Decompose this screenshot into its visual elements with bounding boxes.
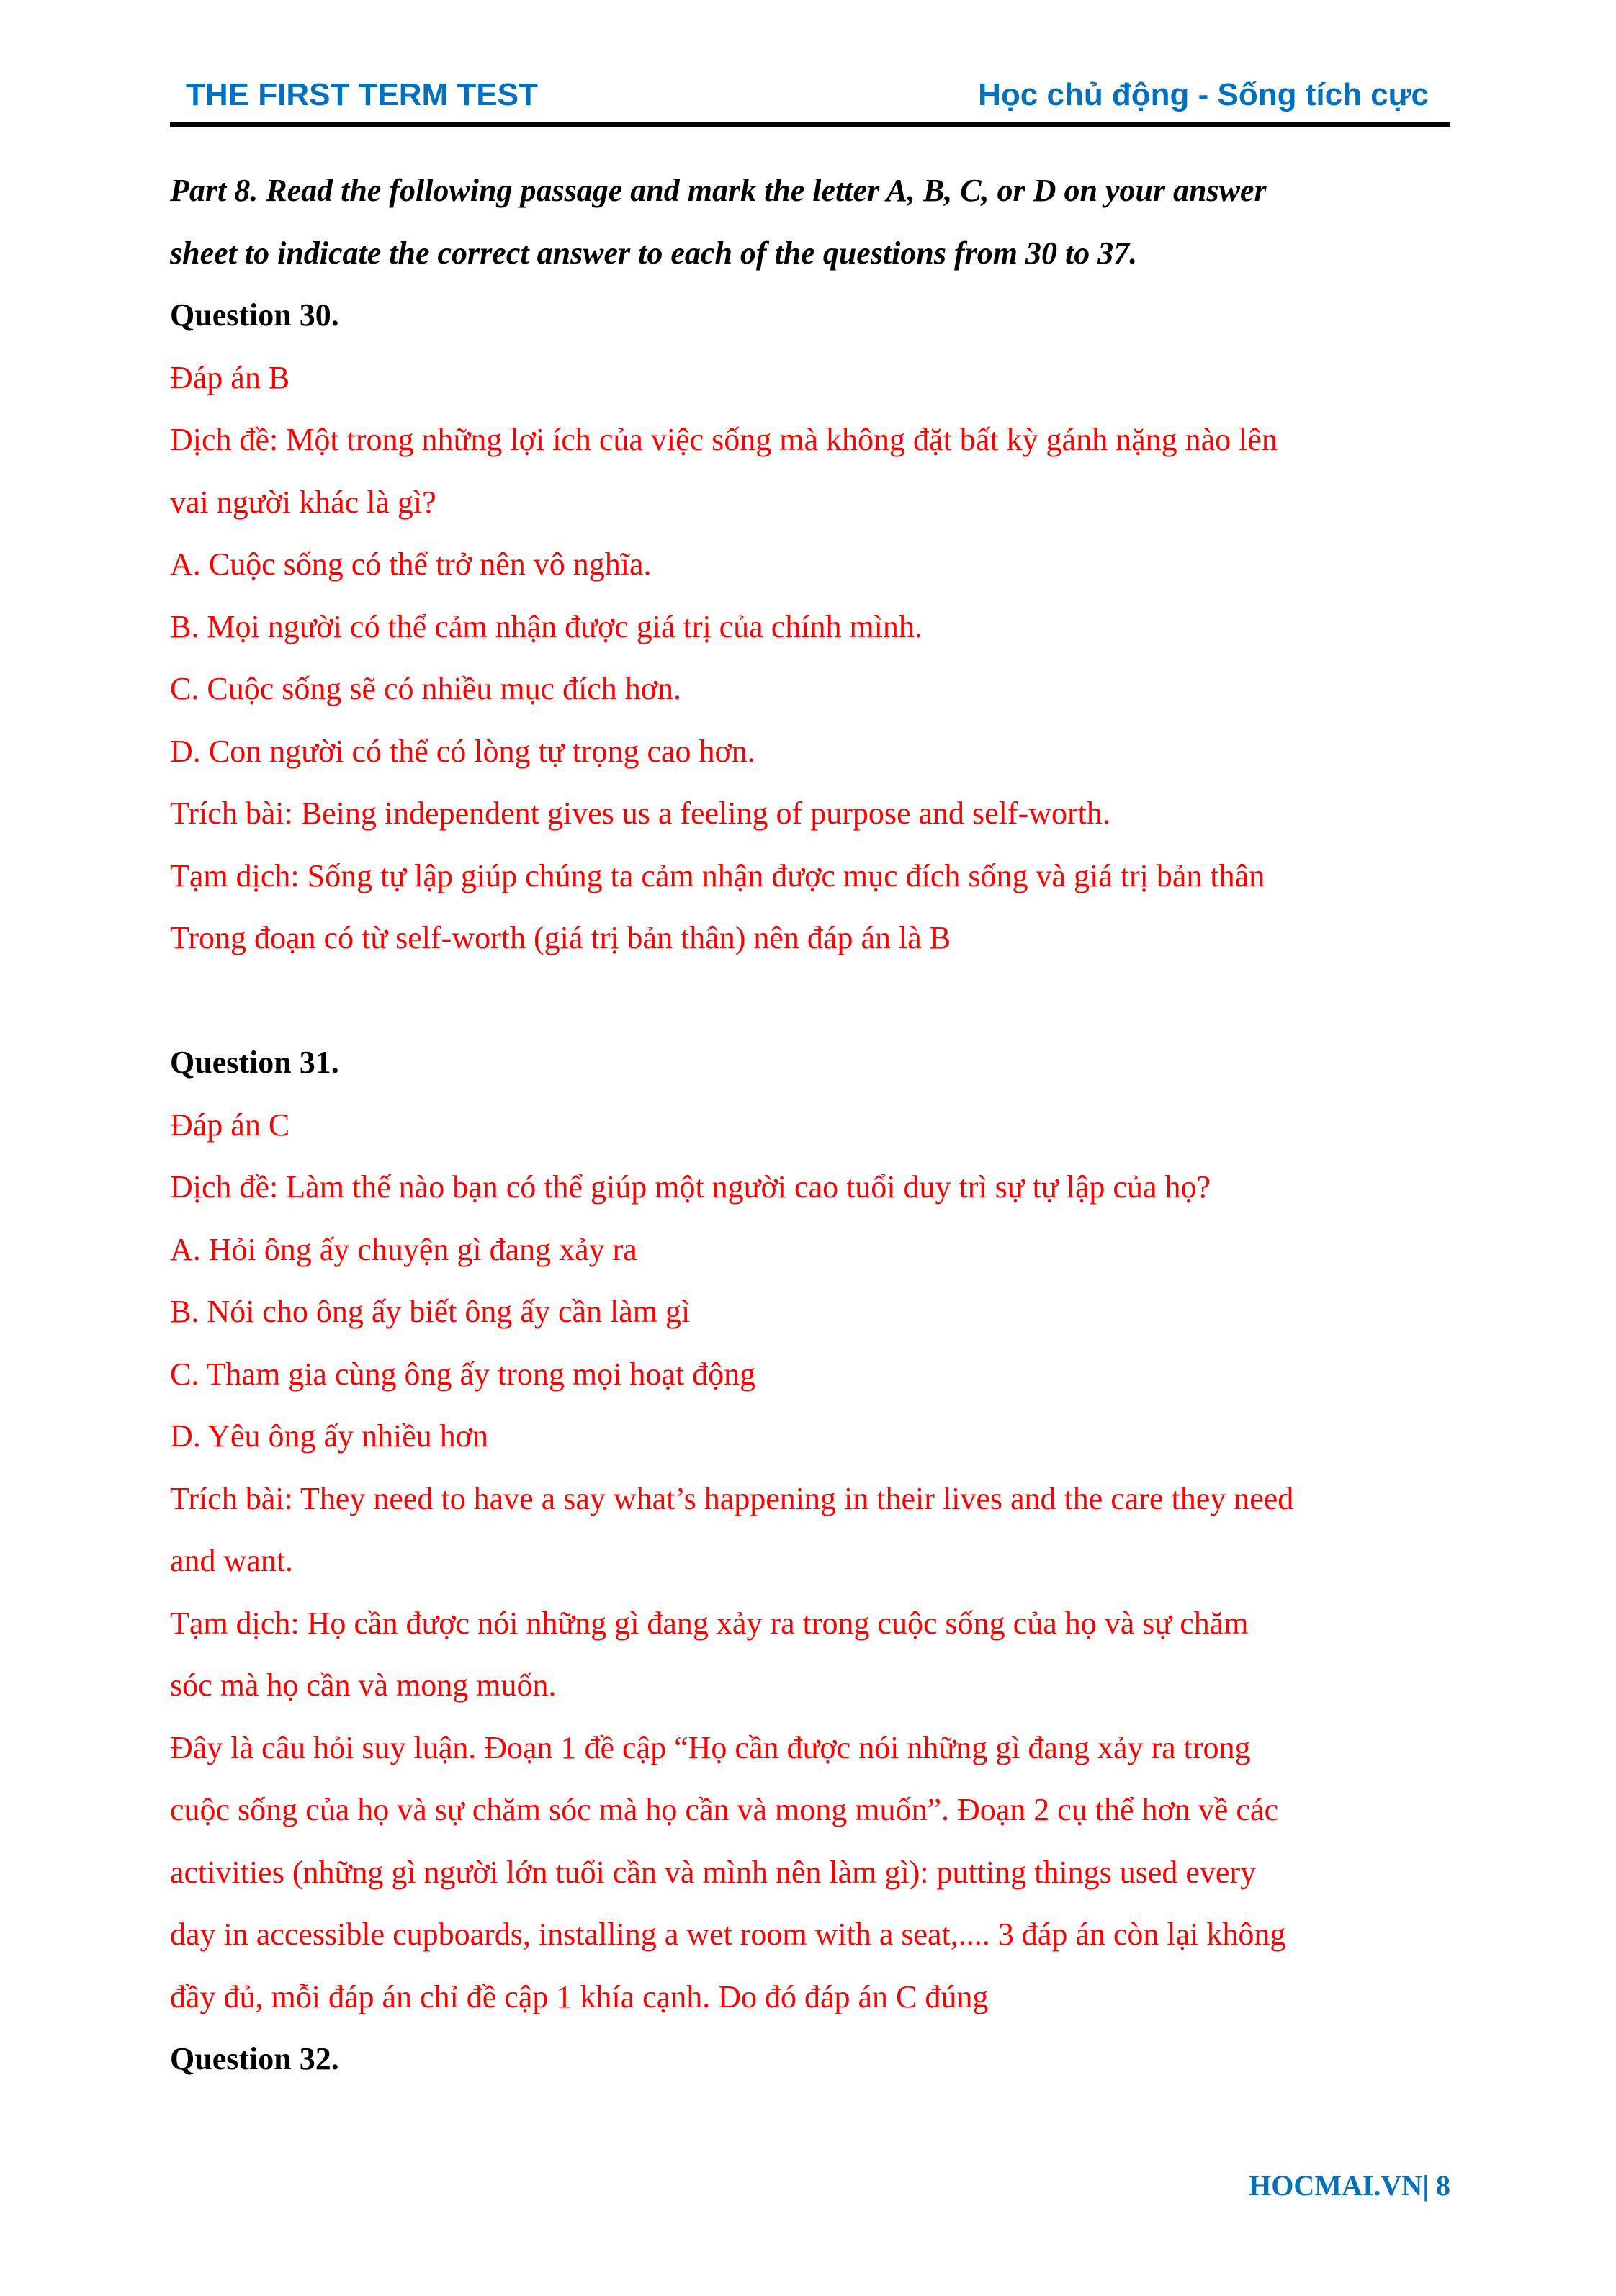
header-title: THE FIRST TERM TEST (186, 77, 538, 112)
question-title: Question 31. (170, 1045, 339, 1080)
instruction-line: Part 8. Read the following passage and mark the letter A, B, C, or D on your answer (170, 173, 1267, 208)
explanation: day in accessible cupboards, installing a wet room with a seat,.... 3 đáp án còn lại không (170, 1917, 1286, 1952)
question-translation: Dịch đề: Một trong những lợi ích của việc sống mà không đặt bất kỳ gánh nặng nào lên (170, 422, 1278, 457)
option-d: D. Yêu ông ấy nhiều hơn (170, 1418, 488, 1454)
excerpt-translation: Tạm dịch: Họ cần được nói những gì đang xảy ra trong cuộc sống của họ và sự chăm (170, 1605, 1249, 1641)
explanation: Đây là câu hỏi suy luận. Đoạn 1 đề cập “Họ cần được nói những gì đang xảy ra trong (170, 1729, 1251, 1765)
option-b: B. Nói cho ông ấy biết ông ấy cần làm gì (170, 1294, 691, 1329)
question-title: Question 30. (170, 297, 339, 333)
passage-excerpt: Trích bài: They need to have a say what’s happening in their lives and the care they need (170, 1480, 1294, 1516)
document-body (170, 160, 1459, 2091)
explanation: cuộc sống của họ và sự chăm sóc mà họ cần và mong muốn”. Đoạn 2 cụ thể hơn về các (170, 1792, 1278, 1827)
answer-key: Đáp án B (170, 359, 290, 395)
explanation: Trong đoạn có từ self-worth (giá trị bản thân) nên đáp án là B (170, 920, 951, 955)
spacer (170, 970, 1459, 1032)
option-a: A. Cuộc sống có thể trở nên vô nghĩa. (170, 546, 652, 582)
instruction-line: sheet to indicate the correct answer to each of the questions from 30 to 37. (170, 235, 1138, 271)
passage-excerpt: Trích bài: Being independent gives us a feeling of purpose and self-worth. (170, 796, 1110, 831)
explanation: đầy đủ, mỗi đáp án chỉ đề cập 1 khía cạnh. Do đó đáp án C đúng (170, 1978, 989, 2014)
question-translation: Dịch đề: Làm thế nào bạn có thể giúp một người cao tuổi duy trì sự tự lập của họ? (170, 1169, 1211, 1205)
excerpt-translation: Tạm dịch: Sống tự lập giúp chúng ta cảm nhận được mục đích sống và giá trị bản thân (170, 857, 1265, 893)
page-footer: HOCMAI.VN| 8 (1249, 2169, 1450, 2202)
option-d: D. Con người có thể có lòng tự trọng cao hơn. (170, 733, 755, 769)
header-slogan: Học chủ động - Sống tích cực (978, 77, 1429, 112)
option-c: C. Cuộc sống sẽ có nhiều mục đích hơn. (170, 671, 682, 706)
option-a: A. Hỏi ông ấy chuyện gì đang xảy ra (170, 1231, 637, 1267)
explanation: activities (những gì người lớn tuổi cần và mình nên làm gì): putting things used every (170, 1854, 1257, 1890)
question-title: Question 32. (170, 2041, 339, 2076)
option-c: C. Tham gia cùng ông ấy trong mọi hoạt động (170, 1356, 756, 1392)
page-header (170, 72, 1450, 127)
passage-excerpt: and want. (170, 1543, 294, 1578)
answer-key: Đáp án C (170, 1107, 290, 1143)
question-translation: vai người khác là gì? (170, 484, 436, 520)
option-b: B. Mọi người có thể cảm nhận được giá trị của chính mình. (170, 608, 923, 644)
excerpt-translation: sóc mà họ cần và mong muốn. (170, 1667, 557, 1703)
